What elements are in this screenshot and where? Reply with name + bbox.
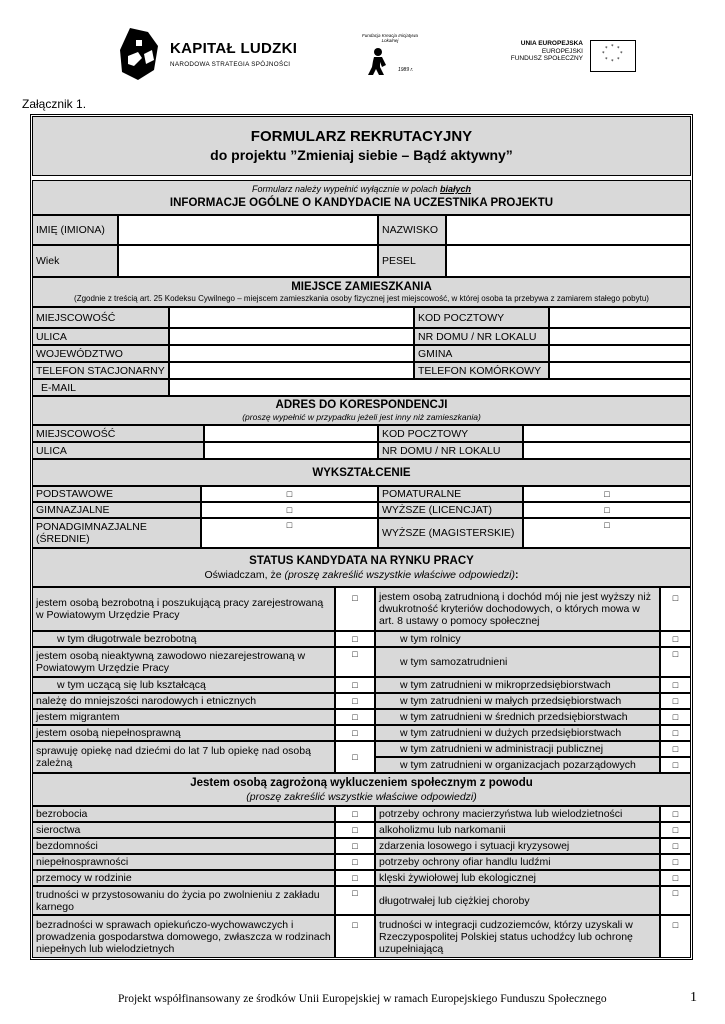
exclusion-left-checkbox[interactable]: □	[335, 915, 375, 958]
status-right-checkbox[interactable]: □	[660, 725, 691, 741]
exclusion-left-item: bezdomności	[32, 838, 335, 854]
eu-line-2: EUROPEJSKI	[541, 47, 583, 55]
res-city-field[interactable]	[169, 307, 414, 328]
svg-text:*: *	[611, 44, 614, 50]
res-mobile-field[interactable]	[549, 362, 691, 379]
label-corr-street: ULICA	[32, 442, 204, 459]
exclusion-left-checkbox[interactable]: □	[335, 854, 375, 870]
exclusion-right-item: potrzeby ochrony macierzyństwa lub wielodzietności	[375, 806, 660, 822]
status-note-colon: :	[514, 569, 519, 581]
exclusion-right-item: potrzeby ochrony ofiar handlu ludźmi	[375, 854, 660, 870]
res-commune-field[interactable]	[549, 345, 691, 362]
person-figure-icon	[364, 47, 394, 75]
status-right-item: w tym zatrudnieni w średnich przedsiębiorstwach	[375, 709, 660, 725]
exclusion-right-checkbox[interactable]: □	[660, 886, 691, 915]
exclusion-right-item: zdarzenia losowego i sytuacji kryzysowej	[375, 838, 660, 854]
edu-gymnasium-checkbox[interactable]: □	[201, 502, 378, 518]
label-res-commune: GMINA	[414, 345, 549, 362]
label-edu-primary: PODSTAWOWE	[32, 486, 201, 502]
exclusion-section-note: (proszę zakreślić wszystkie właściwe odpowiedzi)	[246, 790, 477, 803]
status-left-checkbox[interactable]: □	[335, 587, 375, 631]
age-field[interactable]	[118, 245, 378, 277]
edu-secondary-checkbox[interactable]: □	[201, 518, 378, 548]
kapital-ludzki-logo	[118, 26, 318, 82]
svg-text:*: *	[617, 57, 620, 63]
status-right-checkbox[interactable]: □	[660, 741, 691, 757]
exclusion-left-checkbox[interactable]: □	[335, 806, 375, 822]
res-voivodeship-field[interactable]	[169, 345, 414, 362]
status-left-checkbox[interactable]: □	[335, 647, 375, 677]
label-corr-house: NR DOMU / NR LOKALU	[378, 442, 523, 459]
edu-postsecondary-checkbox[interactable]: □	[523, 486, 691, 502]
exclusion-right-checkbox[interactable]: □	[660, 870, 691, 886]
eu-line-1: UNIA EUROPEJSKA	[520, 40, 583, 47]
exclusion-left-item: bezradności w sprawach opiekuńczo-wychowawczych i prowadzenia gospodarstwa domowego, zwłaszcza w rodzinach niepełnych lub wielodzietnych	[32, 915, 335, 958]
pesel-field[interactable]	[446, 245, 691, 277]
exclusion-right-checkbox[interactable]: □	[660, 838, 691, 854]
general-section-header	[32, 180, 691, 215]
kapital-ludzki-emblem-icon	[118, 26, 162, 82]
status-note-emphasis: (proszę zakreślić wszystkie właściwe odpowiedzi)	[284, 569, 515, 581]
status-left-item: w tym długotrwale bezrobotną	[32, 631, 335, 647]
exclusion-right-item: klęski żywiołowej lub ekologicznej	[375, 870, 660, 886]
correspondence-section-note: (proszę wypełnić w przypadku jeżeli jest inny niż zamieszkania)	[242, 412, 481, 422]
status-left-checkbox[interactable]: □	[335, 677, 375, 693]
exclusion-right-checkbox[interactable]: □	[660, 854, 691, 870]
form-subtitle: do projektu ”Zmieniaj siebie – Bądź aktywny”	[210, 147, 513, 163]
footer-text: Projekt współfinansowany ze środków Unii Europejskiej w ramach Europejskiego Funduszu Społecznego	[118, 993, 607, 1005]
exclusion-left-checkbox[interactable]: □	[335, 838, 375, 854]
status-right-item: jestem osobą zatrudnioną i dochód mój nie jest wyższy niż dwukrotność kryteriów dochodowych, o których mowa w art. 8 ustawy o pomocy społecznej	[375, 587, 660, 631]
general-section-title: INFORMACJE OGÓLNE O KANDYDACIE NA UCZESTNIKA PROJEKTU	[169, 197, 554, 209]
label-res-street: ULICA	[32, 328, 169, 345]
corr-house-field[interactable]	[523, 442, 691, 459]
fill-note-emphasis: białych	[440, 184, 472, 194]
res-email-field[interactable]	[169, 379, 691, 396]
eu-logo	[508, 40, 633, 76]
edu-master-checkbox[interactable]: □	[523, 518, 691, 548]
status-section-header	[32, 548, 691, 587]
exclusion-right-checkbox[interactable]: □	[660, 822, 691, 838]
kapital-ludzki-subtitle: NARODOWA STRATEGIA SPÓJNOŚCI	[170, 61, 291, 68]
status-left-item: w tym uczącą się lub kształcącą	[32, 677, 335, 693]
exclusion-left-checkbox[interactable]: □	[335, 822, 375, 838]
edu-bachelor-checkbox[interactable]: □	[523, 502, 691, 518]
label-first-name: IMIĘ (IMIONA)	[32, 215, 118, 245]
label-res-postal: KOD POCZTOWY	[414, 307, 549, 328]
status-left-item: jestem migrantem	[32, 709, 335, 725]
label-surname: NAZWISKO	[378, 215, 446, 245]
exclusion-right-item: trudności w integracji cudzoziemców, którzy uzyskali w Rzeczypospolitej Polskiej status uchodźcy lub ochronę uzupełniającą	[375, 915, 660, 958]
status-right-item: w tym zatrudnieni w mikroprzedsiębiorstwach	[375, 677, 660, 693]
exclusion-right-item: alkoholizmu lub narkomanii	[375, 822, 660, 838]
status-section-note	[205, 569, 519, 582]
status-left-item: jestem osobą niepełnosprawną	[32, 725, 335, 741]
svg-text:*: *	[620, 51, 623, 57]
exclusion-left-item: niepełnosprawności	[32, 854, 335, 870]
exclusion-right-checkbox[interactable]: □	[660, 915, 691, 958]
status-right-item: w tym zatrudnieni w administracji publicznej	[375, 741, 660, 757]
status-right-item: w tym samozatrudnieni	[375, 647, 660, 677]
label-corr-postal: KOD POCZTOWY	[378, 425, 523, 442]
exclusion-left-checkbox[interactable]: □	[335, 886, 375, 915]
foundation-logo	[360, 33, 420, 78]
attachment-label: Załącznik 1.	[22, 97, 87, 111]
svg-text:*: *	[605, 57, 608, 63]
status-left-checkbox[interactable]: □	[335, 741, 375, 773]
eu-line-3: FUNDUSZ SPOŁECZNY	[510, 55, 583, 63]
corr-city-field[interactable]	[204, 425, 378, 442]
label-res-email: E-MAIL	[32, 379, 169, 396]
corr-postal-field[interactable]	[523, 425, 691, 442]
label-edu-bachelor: WYŻSZE (LICENCJAT)	[378, 502, 523, 518]
label-edu-gymnasium: GIMNAZJALNE	[32, 502, 201, 518]
correspondence-section-header	[32, 396, 691, 425]
residence-section-note: (Zgodnie z treścią art. 25 Kodeksu Cywilnego – miejscem zamieszkania osoby fizycznej jest miejscowość, w której osoba ta przebywa z zamiarem stałego pobytu)	[74, 294, 649, 303]
eu-text	[508, 40, 583, 63]
status-left-checkbox[interactable]: □	[335, 709, 375, 725]
exclusion-left-item: przemocy w rodzinie	[32, 870, 335, 886]
status-right-item: w tym zatrudnieni w małych przedsiębiorstwach	[375, 693, 660, 709]
exclusion-section-header	[32, 773, 691, 806]
exclusion-left-item: bezrobocia	[32, 806, 335, 822]
label-corr-city: MIEJSCOWOŚĆ	[32, 425, 204, 442]
res-street-field[interactable]	[169, 328, 414, 345]
foundation-year: 1989 r.	[398, 67, 414, 73]
education-section-title: WYKSZTAŁCENIE	[32, 459, 691, 486]
status-right-item: w tym zatrudnieni w dużych przedsiębiorstwach	[375, 725, 660, 741]
status-right-checkbox[interactable]: □	[660, 587, 691, 631]
label-res-voivodeship: WOJEWÓDZTWO	[32, 345, 169, 362]
status-right-item: w tym zatrudnieni w organizacjach pozarządowych	[375, 757, 660, 773]
fill-note-text: Formularz należy wypełnić wyłącznie w polach	[251, 184, 441, 194]
status-left-checkbox[interactable]: □	[335, 725, 375, 741]
res-phone-field[interactable]	[169, 362, 414, 379]
status-left-checkbox[interactable]: □	[335, 693, 375, 709]
surname-field[interactable]	[446, 215, 691, 245]
label-edu-postsecondary: POMATURALNE	[378, 486, 523, 502]
status-right-checkbox[interactable]: □	[660, 677, 691, 693]
label-res-house: NR DOMU / NR LOKALU	[414, 328, 549, 345]
exclusion-left-item: sieroctwa	[32, 822, 335, 838]
status-section-title: STATUS KANDYDATA NA RYNKU PRACY	[249, 555, 474, 567]
svg-text:*: *	[611, 59, 614, 65]
status-left-item: sprawuję opiekę nad dziećmi do lat 7 lub opiekę nad osobą zależną	[32, 741, 335, 773]
res-postal-field[interactable]	[549, 307, 691, 328]
eu-flag-icon	[590, 40, 636, 72]
status-right-checkbox[interactable]: □	[660, 709, 691, 725]
label-res-phone: TELEFON STACJONARNY	[32, 362, 169, 379]
status-left-item: należę do mniejszości narodowych i etnicznych	[32, 693, 335, 709]
svg-text:*: *	[602, 51, 605, 57]
status-right-checkbox[interactable]: □	[660, 757, 691, 773]
status-note-text: Oświadczam, że	[204, 569, 285, 581]
label-edu-master: WYŻSZE (MAGISTERSKIE)	[378, 518, 523, 548]
exclusion-left-checkbox[interactable]: □	[335, 870, 375, 886]
form-title-block	[32, 116, 691, 176]
svg-text:*: *	[617, 46, 620, 52]
kapital-ludzki-title: KAPITAŁ LUDZKI	[170, 40, 298, 57]
status-right-checkbox[interactable]: □	[660, 631, 691, 647]
exclusion-right-checkbox[interactable]: □	[660, 806, 691, 822]
residence-section-title: MIEJSCE ZAMIESZKANIA	[291, 281, 432, 293]
corr-street-field[interactable]	[204, 442, 378, 459]
exclusion-section-title: Jestem osobą zagrożoną wykluczeniem społecznym z powodu	[190, 776, 533, 789]
fill-note	[252, 184, 471, 195]
page-number: 1	[690, 990, 697, 1005]
label-age: Wiek	[32, 245, 118, 277]
status-left-item: jestem osobą bezrobotną i poszukującą pracy zarejestrowaną w Powiatowym Urzędzie Pracy	[32, 587, 335, 631]
status-left-item: jestem osobą nieaktywną zawodowo niezarejestrowaną w Powiatowym Urzędzie Pracy	[32, 647, 335, 677]
correspondence-section-title: ADRES DO KORESPONDENCJI	[275, 399, 448, 411]
form-title: FORMULARZ REKRUTACYJNY	[250, 128, 473, 145]
status-right-checkbox[interactable]: □	[660, 693, 691, 709]
status-right-item: w tym rolnicy	[375, 631, 660, 647]
first-name-field[interactable]	[118, 215, 378, 245]
status-left-checkbox[interactable]: □	[335, 631, 375, 647]
residence-section-header	[32, 277, 691, 307]
label-res-mobile: TELEFON KOMÓRKOWY	[414, 362, 549, 379]
label-pesel: PESEL	[378, 245, 446, 277]
edu-primary-checkbox[interactable]: □	[201, 486, 378, 502]
foundation-name: Fundacja Kreacja Inicjatywa Lokalnej	[361, 33, 419, 43]
svg-text:*: *	[605, 46, 608, 52]
status-right-checkbox[interactable]: □	[660, 647, 691, 677]
res-house-field[interactable]	[549, 328, 691, 345]
exclusion-right-item: długotrwałej lub ciężkiej choroby	[375, 886, 660, 915]
exclusion-left-item: trudności w przystosowaniu do życia po zwolnieniu z zakładu karnego	[32, 886, 335, 915]
label-res-city: MIEJSCOWOŚĆ	[32, 307, 169, 328]
label-edu-secondary: PONADGIMNAZJALNE (ŚREDNIE)	[32, 518, 201, 548]
